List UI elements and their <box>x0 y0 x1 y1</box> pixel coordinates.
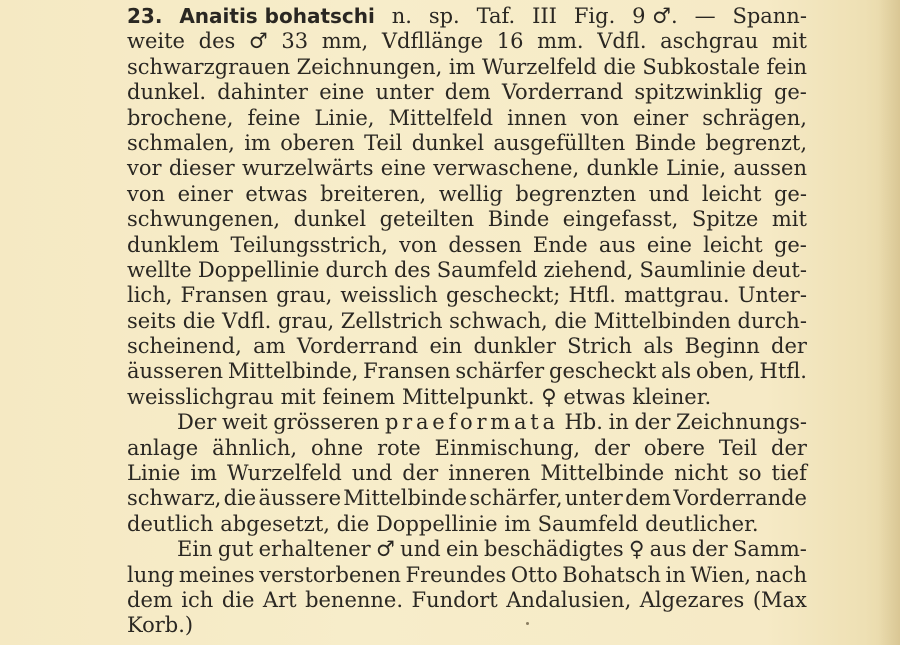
word: aus <box>649 537 687 562</box>
word: die <box>223 486 257 511</box>
word: deutlich <box>127 511 214 536</box>
word: ein <box>445 537 479 562</box>
text-line <box>127 283 807 308</box>
word: eingefasst, <box>562 207 679 232</box>
word: ohne <box>311 435 364 460</box>
word: wellig <box>438 181 503 206</box>
word: mattgrau. <box>624 283 730 308</box>
word: die <box>554 308 587 333</box>
word: der <box>402 461 439 486</box>
word: und <box>648 181 690 206</box>
word: dunklem <box>127 232 220 257</box>
word: fein <box>766 54 807 79</box>
word: Fundort <box>411 587 498 612</box>
word: von <box>580 105 619 130</box>
word: Mittelbinde, <box>227 359 359 384</box>
word: feinem <box>322 384 396 409</box>
text-line <box>127 436 807 461</box>
species-description <box>127 0 807 639</box>
word: schwungenen, <box>127 207 281 232</box>
text-line <box>127 486 807 511</box>
word: in <box>665 562 686 587</box>
word: nach <box>755 562 807 587</box>
word: ziehend, <box>543 257 634 282</box>
page-edge-shadow <box>878 0 900 645</box>
text-line <box>127 334 807 359</box>
word: die <box>182 308 216 333</box>
word: der <box>594 435 630 460</box>
word: unter <box>564 486 623 511</box>
word: äusseren <box>127 359 224 384</box>
word: Ende <box>532 232 588 257</box>
word: äussere <box>258 486 341 511</box>
word: benenne. <box>305 587 404 612</box>
word: mit <box>771 29 807 54</box>
text-line <box>127 233 807 258</box>
word: als <box>643 334 674 359</box>
word: ge- <box>773 181 807 206</box>
word: des <box>198 29 236 54</box>
word: inneren <box>448 461 531 486</box>
word: dem <box>444 80 491 105</box>
word: Doppellinie <box>375 511 498 536</box>
word: Wurzelfeld <box>226 461 342 486</box>
word: Saumfeld <box>436 257 538 282</box>
word: Zeichnungs- <box>676 410 807 435</box>
word: feine <box>247 105 301 130</box>
word: Algezares <box>639 587 745 612</box>
word: leicht <box>701 181 762 206</box>
word: Otto <box>510 562 558 587</box>
word: gut <box>217 537 254 562</box>
word: sp. <box>428 4 460 28</box>
word: ge- <box>773 80 807 105</box>
word: wurzelwärts <box>241 156 374 181</box>
word: beschädigtes <box>483 537 624 562</box>
word: die <box>221 587 255 612</box>
text-line <box>127 461 807 486</box>
word: Zellstrich <box>340 308 443 333</box>
text-line <box>127 4 807 29</box>
word: Art <box>262 587 297 612</box>
species-heading-word: 23. <box>127 4 163 28</box>
word: im <box>504 511 531 536</box>
word: oberen <box>280 130 355 155</box>
word: deut- <box>752 257 807 282</box>
word: dem <box>127 587 173 612</box>
text-line <box>127 563 807 588</box>
word: Mittelbinde <box>540 461 665 486</box>
word: meines <box>178 562 255 587</box>
word: des <box>393 257 431 282</box>
word: dem <box>625 486 671 511</box>
word: Der <box>177 410 217 435</box>
word: Hb. <box>564 410 603 435</box>
word: Wurzelfeld <box>481 54 597 79</box>
word: ähnlich, <box>212 435 298 460</box>
word: Korb.) <box>127 613 194 638</box>
ink-speck <box>526 622 529 625</box>
word: deutlicher. <box>645 511 759 536</box>
text-line <box>127 80 807 105</box>
word: Teil <box>718 435 758 460</box>
word: durch- <box>737 308 807 333</box>
text-line <box>127 588 807 613</box>
text-line <box>127 258 807 283</box>
word: Samm- <box>733 537 807 562</box>
word: Spann- <box>732 4 807 28</box>
word: Vorderrand <box>296 334 419 359</box>
word: Andalusien, <box>506 587 632 612</box>
word: begrenzten <box>515 181 637 206</box>
word: grösseren <box>273 410 380 435</box>
text-line <box>127 613 807 638</box>
word: leicht <box>703 232 763 257</box>
text-line <box>127 106 807 131</box>
text-line <box>127 131 807 156</box>
word: Linie, <box>314 105 375 130</box>
word: etwas <box>563 384 626 409</box>
word: der <box>771 334 807 359</box>
word: gescheckt <box>549 359 657 384</box>
word: Subkostale <box>642 54 761 79</box>
word: lung <box>127 562 175 587</box>
word: Zeichnungen, <box>296 54 443 79</box>
word: Mittelbinden <box>593 308 731 333</box>
word: Freundes <box>405 562 507 587</box>
word: spitzwinklig <box>634 80 763 105</box>
text-line <box>127 512 807 537</box>
word: tief <box>771 461 807 486</box>
word: Vorderrand <box>501 80 624 105</box>
word: schmalen, <box>127 130 235 155</box>
word: dunkler <box>473 334 556 359</box>
word: der <box>771 435 807 460</box>
word: dahinter <box>217 80 308 105</box>
word: eine <box>380 156 426 181</box>
word: unter <box>375 80 434 105</box>
word: einer <box>177 181 233 206</box>
text-line <box>127 182 807 207</box>
word: erhaltener <box>258 537 371 562</box>
text-line <box>127 55 807 80</box>
word: Htfl. <box>568 283 616 308</box>
text-line <box>127 309 807 334</box>
word: durch <box>325 257 388 282</box>
word: anlage <box>127 435 199 460</box>
word: im <box>244 130 271 155</box>
word: weite <box>127 29 185 54</box>
word: kleiner. <box>632 384 712 409</box>
word: Binde <box>487 207 550 232</box>
word: Saumlinie <box>639 257 746 282</box>
word: schwach, <box>449 308 548 333</box>
word: Doppellinie <box>197 257 320 282</box>
text-line <box>127 359 807 384</box>
word: im <box>190 461 217 486</box>
word: eine <box>319 80 365 105</box>
word: von <box>399 232 438 257</box>
word: ein <box>429 334 463 359</box>
word: mm, <box>321 29 369 54</box>
word: Saumfeld <box>537 511 639 536</box>
word: Wien, <box>690 562 751 587</box>
word: ♀ <box>628 537 645 562</box>
text-line <box>127 410 807 435</box>
text-line <box>127 537 807 562</box>
word: dieser <box>168 156 235 181</box>
word: ♀ <box>541 384 557 409</box>
word: von <box>127 181 166 206</box>
word: nicht <box>674 461 729 486</box>
word: Teilungsstrich, <box>230 232 388 257</box>
species-heading-word: Anaitis bohatschi <box>179 4 375 28</box>
word: Vdfl. <box>222 308 272 333</box>
word: lich, <box>127 283 173 308</box>
word: weit <box>221 410 268 435</box>
word: Linie <box>127 461 181 486</box>
word: Vdfllänge <box>381 29 484 54</box>
word: ge- <box>773 232 807 257</box>
word: schwarzgrauen <box>127 54 291 79</box>
word: rote <box>377 435 421 460</box>
word: grau, <box>276 283 333 308</box>
word: eine <box>646 232 692 257</box>
word: weisslich <box>340 283 438 308</box>
word: ♂ <box>248 29 268 54</box>
word: scheinend, <box>127 334 242 359</box>
word: innen <box>507 105 567 130</box>
word: der <box>691 537 728 562</box>
word: Fransen <box>363 359 451 384</box>
word: und <box>351 461 393 486</box>
word: Einmischung, <box>434 435 581 460</box>
word: ausgefüllten <box>493 130 626 155</box>
word: vor <box>127 156 162 181</box>
word: Strich <box>567 334 633 359</box>
word: Fig. <box>573 4 616 28</box>
word: wellte <box>127 257 192 282</box>
word: dunkle <box>586 156 659 181</box>
word: 16 <box>496 29 524 54</box>
word: aschgrau <box>660 29 759 54</box>
word: (Max <box>752 587 807 612</box>
word: geteilten <box>379 207 475 232</box>
word: breiteren, <box>320 181 427 206</box>
word: im <box>448 54 476 79</box>
word: schärfer, <box>469 486 563 511</box>
word: Spitze <box>691 207 759 232</box>
word: oben, <box>695 359 755 384</box>
word: grau, <box>277 308 335 333</box>
word: n. <box>391 4 412 28</box>
word: schärfer <box>455 359 545 384</box>
word: der <box>634 410 671 435</box>
text-line <box>127 207 807 232</box>
word: begrenzt, <box>705 130 807 155</box>
word: einer <box>633 105 689 130</box>
word: III <box>532 4 557 28</box>
word: verstorbenen <box>259 562 401 587</box>
word: dunkel. <box>127 80 207 105</box>
word: Mittelbinde <box>343 486 468 511</box>
word: so <box>738 461 762 486</box>
word: Vdfl. <box>597 29 647 54</box>
word: Htfl. <box>759 359 807 384</box>
word: Teil <box>364 130 403 155</box>
word: schrägen, <box>702 105 807 130</box>
word: als <box>661 359 692 384</box>
word: abgesetzt, <box>220 511 330 536</box>
text-line <box>127 29 807 54</box>
word: dessen <box>448 232 522 257</box>
word: etwas <box>245 181 308 206</box>
word: weisslichgrau <box>127 384 274 409</box>
word: Mittelfeld <box>388 105 494 130</box>
word: mit <box>771 207 807 232</box>
word: Taf. <box>476 4 516 28</box>
word: Binde <box>634 130 697 155</box>
word: Fransen <box>180 283 268 308</box>
word: brochene, <box>127 105 234 130</box>
word: Unter- <box>737 283 807 308</box>
word: obere <box>643 435 705 460</box>
word: Mittelpunkt. <box>401 384 535 409</box>
word: Bohatsch <box>562 562 661 587</box>
word: dunkel <box>293 207 367 232</box>
word: ich <box>181 587 214 612</box>
word: die <box>336 511 370 536</box>
word: Beginn <box>684 334 760 359</box>
word: in <box>608 410 629 435</box>
word: dunkel <box>411 130 485 155</box>
word: Vorderrande <box>673 486 807 511</box>
word: die <box>603 54 636 79</box>
word: — <box>694 4 716 28</box>
text-line <box>127 156 807 181</box>
text-line <box>127 385 807 410</box>
word: schwarz, <box>127 486 222 511</box>
word: verwaschene, <box>433 156 580 181</box>
word: Ein <box>177 537 213 562</box>
word: am <box>253 334 286 359</box>
word: Linie, <box>666 156 727 181</box>
word: gescheckt; <box>445 283 561 308</box>
word: 33 <box>281 29 309 54</box>
word: und <box>400 537 441 562</box>
word: 9 ♂. <box>632 4 678 28</box>
word: seits <box>127 308 177 333</box>
word: mit <box>280 384 316 409</box>
word: aussen <box>733 156 807 181</box>
word: praeformata <box>384 410 559 435</box>
word: mm. <box>537 29 584 54</box>
word: ♂ <box>376 537 395 562</box>
word: aus <box>598 232 636 257</box>
